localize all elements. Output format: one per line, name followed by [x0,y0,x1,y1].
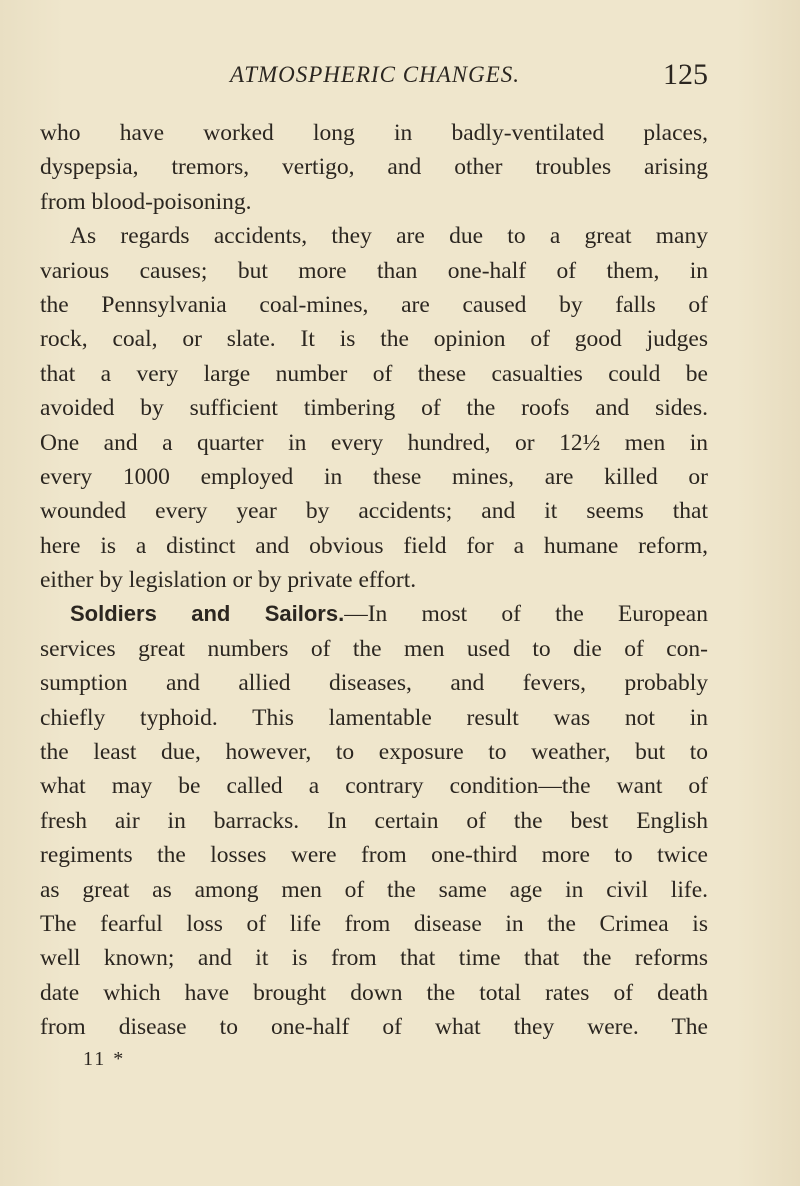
signature-mark: 11 * [83,1048,126,1070]
text-line: services great numbers of the men used to die of con- [40,635,708,662]
text-line: well known; and it is from that time that the reforms [40,945,708,972]
text-line: chiefly typhoid. This lamentable result was not in [40,704,708,731]
running-head [40,58,708,102]
text-line: dyspepsia, tremors, vertigo, and other troubles arising [40,154,708,181]
text-line: from disease to one-half of what they were. The [40,1014,708,1041]
text-line: As regards accidents, they are due to a great many [70,223,708,250]
text-line: the least due, however, to exposure to weather, but to [40,739,708,766]
text-line-with-side-head [40,597,708,631]
body-text [40,116,708,1045]
text-line: every 1000 employed in these mines, are killed or [40,463,708,490]
text-line: as great as among men of the same age in civil life. [40,876,708,903]
page-number: 125 [663,58,708,91]
text-line: sumption and allied diseases, and fevers, probably [40,670,708,697]
text-line: The fearful loss of life from disease in the Crimea is [40,910,708,937]
text-line: date which have brought down the total rates of death [40,979,708,1006]
text-line: avoided by sufficient timbering of the roofs and sides. [40,395,708,422]
text-line: various causes; but more than one-half of them, in [40,257,708,284]
text-line: here is a distinct and obvious field for a humane reform, [40,532,708,559]
text-line: that a very large number of these casualties could be [40,360,708,387]
text-line: who have worked long in badly-ventilated places, [40,120,708,146]
running-title: ATMOSPHERIC CHANGES. [230,62,521,87]
side-head-continuation: —In most of the European [344,601,708,628]
text-line: what may be called a contrary condition—the want of [40,773,708,800]
text-line: fresh air in barracks. In certain of the best English [40,807,708,834]
text-line: One and a quarter in every hundred, or 12½ men in [40,429,708,456]
text-line: rock, coal, or slate. It is the opinion of good judges [40,326,708,353]
side-head: Soldiers and Sailors. [70,601,345,627]
text-line: either by legislation or by private effort. [40,567,417,594]
text-line: wounded every year by accidents; and it seems that [40,498,708,525]
text-line: from blood-poisoning. [40,188,252,215]
text-line: the Pennsylvania coal-mines, are caused by falls of [40,291,708,318]
text-line: regiments the losses were from one-third more to twice [40,842,708,869]
